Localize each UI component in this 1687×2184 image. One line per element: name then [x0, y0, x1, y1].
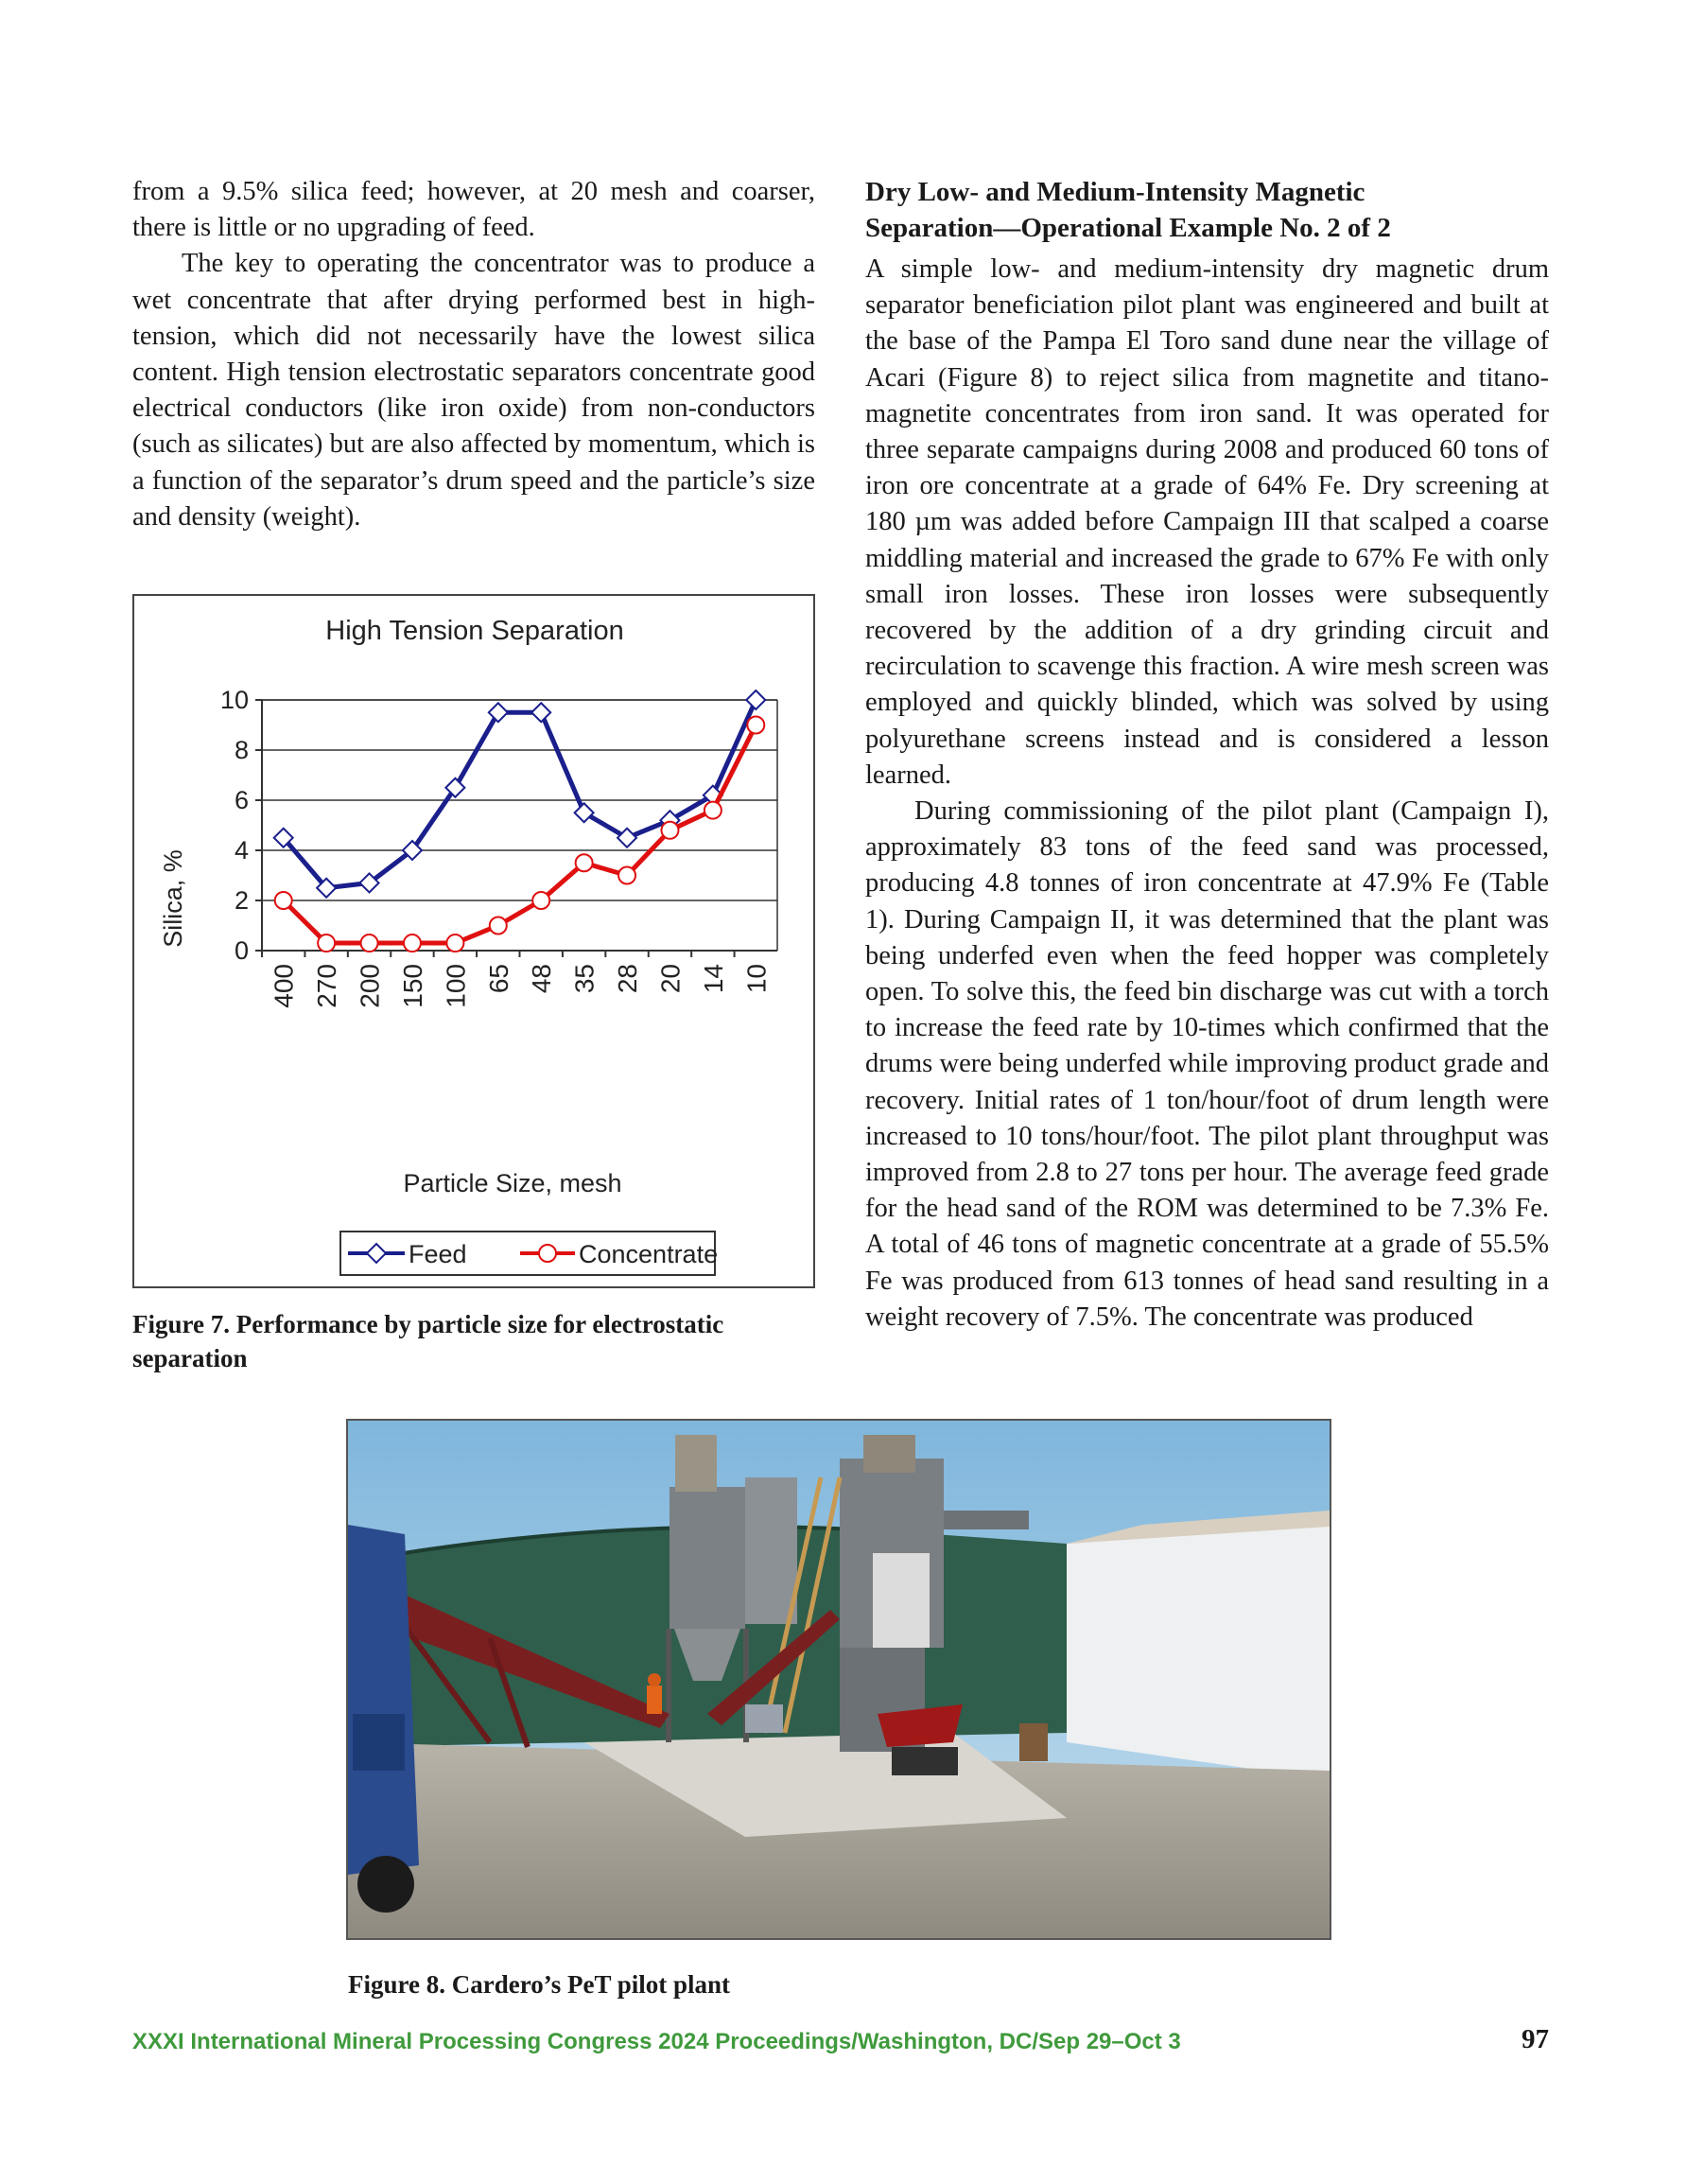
feed-point [489, 703, 508, 722]
x-tick-label: 400 [269, 964, 299, 1008]
x-tick-label: 100 [441, 964, 471, 1008]
y-axis-label: Silica, % [159, 849, 187, 948]
section-heading [865, 174, 1549, 246]
x-tick-label: 150 [397, 964, 427, 1008]
concentrate-point [318, 935, 335, 952]
paragraph: The key to operating the concentrator was to produce a wet concentrate that after drying performed best in high-tension, which did not necessarily have the lowest silica content. High tension electrostatic separators concentrate good electrical conductors (like iron oxide) from non-conductors (such as silicates) but are also affected by momentum, which is a function of the separator’s drum speed and the particle’s size and density (weight). [132, 249, 815, 532]
figure-7-chart [132, 594, 815, 1288]
x-axis-label: Particle Size, mesh [403, 1169, 622, 1197]
series-line-concentrate [284, 725, 757, 944]
series-line-feed [284, 700, 757, 888]
concentrate-point [704, 802, 722, 819]
x-tick-label: 65 [483, 964, 513, 994]
worker [647, 1686, 662, 1714]
y-tick-label: 2 [234, 886, 249, 915]
x-tick-label: 200 [355, 964, 385, 1008]
concentrate-point [490, 917, 507, 935]
y-tick-label: 10 [219, 686, 249, 714]
heading-line-1: Dry Low- and Medium-Intensity Magnetic [865, 177, 1365, 207]
footer-text: XXXI International Mineral Processing Congress 2024 Proceedings/Washington, DC/Sep 29–Oct 3 [132, 2029, 1181, 2054]
axis-layer [220, 686, 777, 1008]
white-wall [1067, 1525, 1330, 1780]
feed-point [575, 803, 594, 822]
concentrate-point [661, 822, 678, 839]
concentrate-point [446, 935, 463, 952]
concentrate-point [532, 892, 549, 909]
legend-label-feed: Feed [409, 1240, 467, 1268]
chart-svg [134, 596, 813, 1286]
figure-7-caption: Figure 7. Performance by particle size for electrostatic separation [132, 1310, 724, 1372]
x-tick-label: 270 [312, 964, 342, 1008]
x-tick-label: 20 [655, 964, 686, 994]
legend-circle-marker [539, 1245, 556, 1262]
feed-point [531, 703, 550, 722]
x-tick-label: 35 [569, 964, 600, 994]
right-column [865, 174, 1549, 1336]
concentrate-point [404, 935, 421, 952]
figure-8-caption: Figure 8. Cardero’s PeT pilot plant [348, 1970, 730, 1999]
feed-point [746, 690, 765, 709]
paragraph: During commissioning of the pilot plant (Campaign I), approximately 83 tons of the feed sand was processed, producing 4.8 tonnes of iron concentrate at 47.9% Fe (Table 1). During Campaign II, it was determined that the plant was being underfed even when the feed hopper was completely open. To solve this, the feed bin discharge was cut with a torch to increase the feed rate by 10-times which confirmed that the drums were being underfed while improving product grade and recovery. Initial rates of 1 ton/hour/foot of drum length were increased to 10 tons/hour/foot. The pilot plant throughput was improved from 2.8 to 27 tons per hour. The average feed grade for the head sand of the ROM was determined to be 7.3% Fe. A total of 46 tons of magnetic concentrate at a grade of 55.5% Fe was produced from 613 tonnes of head sand resulting in a weight recovery of 7.5%. The concentrate was produced [865, 796, 1549, 1332]
concentrate-point [275, 892, 292, 909]
page-number: 97 [1522, 2024, 1549, 2054]
x-tick-label: 10 [741, 964, 772, 994]
paragraph: from a 9.5% silica feed; however, at 20 mesh and coarser, there is little or no upgrading of feed. [132, 177, 815, 243]
chart-title: High Tension Separation [325, 616, 624, 646]
concentrate-point [576, 854, 593, 871]
heading-line-2: Separation—Operational Example No. 2 of 2 [865, 213, 1391, 243]
left-column [132, 174, 815, 535]
figure-8-photo [346, 1419, 1331, 1940]
pilot-plant-illustration [348, 1421, 1330, 1938]
x-tick-label: 14 [698, 964, 728, 994]
x-tick-label: 48 [527, 964, 557, 994]
concentrate-point [747, 717, 764, 734]
legend-label-concentrate: Concentrate [579, 1240, 719, 1268]
y-tick-label: 4 [234, 836, 249, 865]
concentrate-point [618, 867, 635, 884]
chart-legend [340, 1232, 718, 1275]
concentrate-point [361, 935, 378, 952]
feed-point [617, 829, 636, 847]
series-layer [274, 690, 766, 952]
separator-tower-left [670, 1487, 745, 1629]
paragraph: A simple low- and medium-intensity dry magnetic drum separator beneficiation pilot plant was engineered and built at the base of the Pampa El Toro sand dune near the village of Acari (Figure 8) to reject silica from magnetite and titano-magnetite concentrates from iron sand. It was operated for three separate campaigns during 2008 and produced 60 tons of iron ore concentrate at a grade of 64% Fe. Dry screening at 180 µm was added before Campaign III that scalped a coarse middling material and increased the grade to 67% Fe with only small iron losses. These iron losses were subsequently recovered by the addition of a dry grinding circuit and recirculation to scavenge this fraction. A wire mesh screen was employed and quickly blinded, which was solved by using polyurethane screens instead and is considered a lesson learned. [865, 254, 1549, 790]
x-tick-label: 28 [613, 964, 643, 994]
y-tick-label: 6 [234, 786, 249, 814]
y-tick-label: 0 [234, 936, 249, 965]
y-tick-label: 8 [234, 736, 249, 764]
